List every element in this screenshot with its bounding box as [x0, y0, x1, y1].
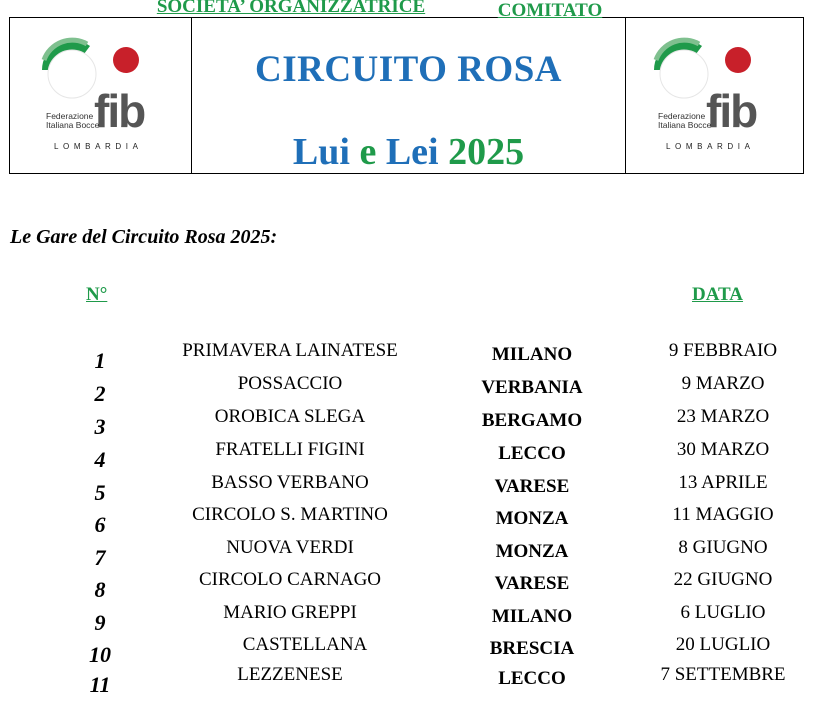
race-societa: CIRCOLO CARNAGO	[198, 569, 382, 590]
race-societa: CASTELLANA	[242, 634, 368, 655]
race-date: 9 MARZO	[681, 373, 765, 394]
race-societa: POSSACCIO	[237, 373, 343, 394]
race-comitato: BRESCIA	[489, 638, 575, 659]
race-societa: BASSO VERBANO	[211, 472, 369, 493]
table-row	[0, 340, 814, 376]
column-header-n: N°	[86, 284, 108, 305]
federation-line-1: Federazione	[658, 111, 706, 121]
race-comitato: VARESE	[494, 476, 570, 497]
race-number: 4	[94, 447, 106, 472]
region-label: LOMBARDIA	[666, 142, 755, 151]
race-comitato: MONZA	[495, 541, 569, 562]
race-number: 5	[94, 480, 106, 505]
table-row	[0, 664, 814, 700]
column-header-societa: SOCIETA’ ORGANIZZATRICE	[156, 0, 426, 17]
race-societa: MARIO GREPPI	[223, 602, 357, 623]
race-comitato: BERGAMO	[481, 410, 583, 431]
race-comitato: LECCO	[498, 443, 566, 464]
logo-cell-right	[625, 18, 803, 173]
table-row	[0, 406, 814, 442]
table-row	[0, 504, 814, 540]
race-societa: PRIMAVERA LAINATESE	[182, 340, 398, 361]
subtitle-lui: Lui	[292, 131, 350, 173]
race-comitato: LECCO	[498, 668, 566, 689]
subtitle-year: 2025	[448, 131, 525, 173]
federation-line-2: Italiana Bocce	[658, 120, 712, 130]
race-number: 10	[89, 642, 111, 667]
federation-line-1: Federazione	[46, 111, 94, 121]
race-comitato: VERBANIA	[481, 377, 583, 398]
race-date: 7 SETTEMBRE	[660, 664, 786, 685]
race-societa: LEZZENESE	[237, 664, 343, 685]
race-date: 8 GIUGNO	[678, 537, 768, 558]
federation-line-2: Italiana Bocce	[46, 120, 100, 130]
column-header-data: DATA	[692, 284, 744, 305]
race-date: 9 FEBBRAIO	[668, 340, 778, 361]
race-societa: CIRCOLO S. MARTINO	[192, 504, 388, 525]
race-societa: FRATELLI FIGINI	[215, 439, 365, 460]
race-date: 13 APRILE	[678, 472, 768, 493]
race-number: 11	[89, 672, 111, 697]
page-title: CIRCUITO ROSA	[254, 49, 563, 90]
federation-name	[658, 112, 711, 130]
title-cell	[192, 18, 625, 173]
race-comitato: VARESE	[494, 573, 570, 594]
race-number: 8	[94, 577, 106, 602]
page-subtitle	[192, 130, 625, 174]
race-societa: NUOVA VERDI	[226, 537, 354, 558]
race-comitato: MONZA	[495, 508, 569, 529]
federation-name	[46, 112, 99, 130]
race-societa: OROBICA SLEGA	[214, 406, 366, 427]
race-number: 6	[94, 512, 106, 537]
race-number: 9	[94, 610, 106, 635]
race-number: 2	[94, 381, 106, 406]
race-comitato: MILANO	[491, 344, 573, 365]
race-date: 20 LUGLIO	[675, 634, 771, 655]
table-row	[0, 439, 814, 475]
race-number: 7	[94, 545, 106, 570]
race-date: 11 MAGGIO	[672, 504, 774, 525]
subtitle-e: e	[359, 131, 377, 173]
fib-mark: fib	[706, 85, 757, 137]
intro-heading: Le Gare del Circuito Rosa 2025:	[10, 226, 278, 248]
race-comitato: MILANO	[491, 606, 573, 627]
region-label: LOMBARDIA	[54, 142, 143, 151]
race-date: 22 GIUGNO	[673, 569, 773, 590]
column-header-comitato: COMITATO	[497, 0, 603, 21]
race-date: 23 MARZO	[676, 406, 770, 427]
table-row	[0, 373, 814, 409]
race-number: 3	[94, 414, 106, 439]
header-box	[9, 17, 804, 174]
logo-cell-left	[10, 18, 192, 173]
fib-mark: fib	[94, 85, 145, 137]
fib-logo-right	[644, 30, 784, 155]
race-date: 6 LUGLIO	[680, 602, 766, 623]
subtitle-lei: Lei	[385, 131, 439, 173]
race-number: 1	[94, 348, 106, 373]
table-row	[0, 569, 814, 605]
fib-logo-left	[32, 30, 172, 155]
race-date: 30 MARZO	[676, 439, 770, 460]
